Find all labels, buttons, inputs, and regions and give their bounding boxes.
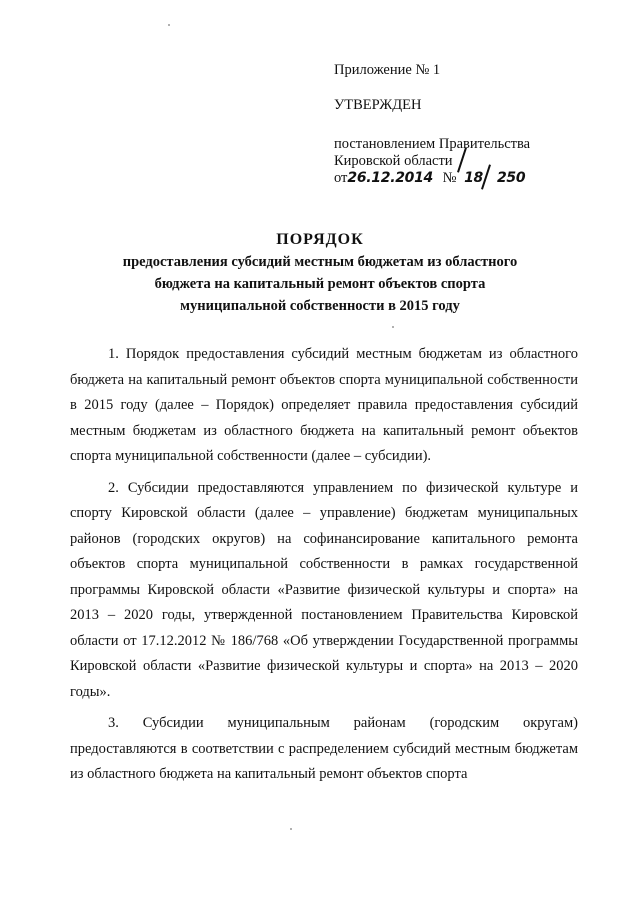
document-subtitle-line1: предоставления субсидий местным бюджетам из областного	[122, 254, 518, 270]
date-prefix: от	[334, 170, 348, 186]
scan-speck	[290, 828, 292, 830]
paragraph-2: 2. Субсидии предоставляются управлением по физической культуре и спорту Кировской области (далее – управление) бюджетам муниципальных районов (городских округов) на софинансирование капитального ремонта объектов спорта муниципальной собственности в рамках государственной программы Кировской области «Развитие физической культуры и спорта» на 2013 – 2020 годы, утвержденной постановлением Правительства Кировской области от 17.12.2012 № 186/768 «Об утверждении Государственной программы Кировской области «Развитие физической культуры и спорта» на 2013 – 2020 годы».	[70, 479, 578, 700]
document-subtitle-line3: муниципальной собственности в 2015 году	[180, 298, 460, 314]
decree-date-number	[334, 170, 594, 187]
document-subtitle-line2: бюджета на капитальный ремонт объектов спорта	[154, 276, 486, 292]
approval-stamp-block	[334, 62, 594, 187]
handwritten-number-second: 250	[496, 170, 526, 186]
approved-by-line2	[334, 153, 594, 170]
document-title: ПОРЯДОК	[276, 231, 364, 248]
scan-speck	[392, 326, 394, 328]
handwritten-number: 18	[464, 170, 483, 186]
scan-speck	[168, 24, 170, 26]
document-body	[70, 342, 578, 794]
document-title-block	[60, 230, 580, 316]
approved-label: УТВЕРЖДЕН	[334, 97, 422, 113]
approved-by-region: Кировской области	[334, 153, 453, 169]
appendix-label: Приложение № 1	[334, 62, 441, 78]
paragraph-1: 1. Порядок предоставления субсидий местным бюджетам из областного бюджета на капитальный ремонт объектов спорта муниципальной собственности в 2015 году (далее – Порядок) определяет правила предоставления субсидий местным бюджетам из областного бюджета на капитальный ремонт объектов спорта муниципальной собственности (далее – субсидии).	[70, 346, 578, 464]
number-sign: №	[442, 170, 457, 186]
approved-by-line1: постановлением Правительства	[334, 136, 531, 152]
paragraph-3: 3. Субсидии муниципальным районам (городским округам) предоставляются в соответствии с распределением субсидий местным бюджетам из областного бюджета на капитальный ремонт объектов спорта	[70, 715, 578, 782]
handwritten-date: 26.12.2014	[347, 170, 433, 186]
